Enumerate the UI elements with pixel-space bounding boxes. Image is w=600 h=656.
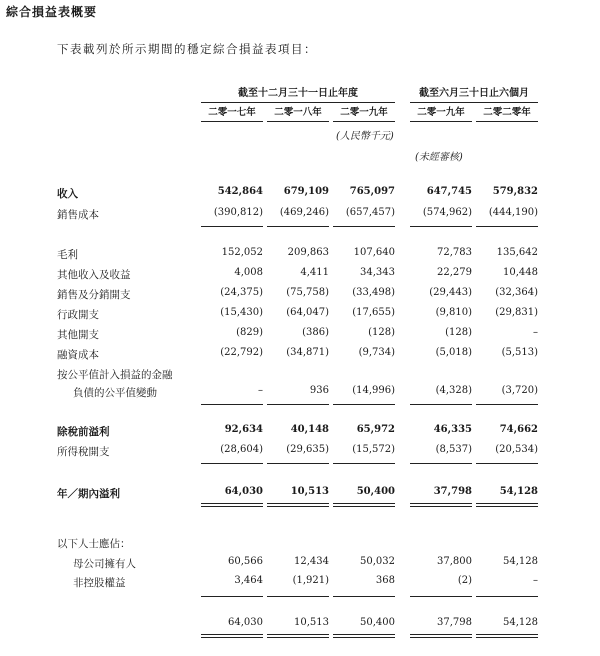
cell-profit-for-period-3: 37,798 <box>433 486 472 497</box>
cell-finance-costs-0: (22,792) <box>220 347 263 358</box>
cell-gross-profit-3: 72,783 <box>437 247 472 258</box>
cell-cost-of-sales-4: (444,190) <box>488 207 538 218</box>
subtotal-rule <box>476 634 538 638</box>
row-label-other-expenses: 其他開支 <box>57 329 99 341</box>
cell-other-income-3: 22,279 <box>437 267 472 278</box>
header-group-annual: 截至十二月三十一日止年度 <box>201 84 395 103</box>
cell-admin-expenses-3: (9,810) <box>435 307 472 318</box>
subtotal-rule <box>267 226 329 227</box>
cell-other-expenses-1: (386) <box>302 327 329 338</box>
cell-selling-expenses-2: (33,498) <box>352 287 395 298</box>
cell-owners-of-parent-0: 60,566 <box>228 556 263 567</box>
cell-finance-costs-1: (34,871) <box>286 347 329 358</box>
subtotal-rule <box>476 226 538 227</box>
subtotal-rule <box>201 463 263 464</box>
row-label-non-controlling: 非控股權益 <box>73 577 126 589</box>
cell-non-controlling-2: 368 <box>375 575 395 586</box>
row-label-selling-expenses: 銷售及分銷開支 <box>57 289 131 301</box>
cell-profit-for-period-0: 64,030 <box>224 486 263 497</box>
subtotal-rule <box>201 226 263 227</box>
year-header-2018: 二零一八年 <box>267 104 329 122</box>
cell-cost-of-sales-3: (574,962) <box>422 207 472 218</box>
cell-total-attributable-2: 50,400 <box>360 617 395 628</box>
subtotal-rule <box>333 634 395 638</box>
cell-other-expenses-4: – <box>533 327 538 338</box>
row-label-finance-costs: 融資成本 <box>57 349 99 361</box>
row-label-profit-for-period: 年／期內溢利 <box>57 488 120 500</box>
cell-owners-of-parent-2: 50,032 <box>360 556 395 567</box>
cell-profit-before-tax-4: 74,662 <box>499 424 538 435</box>
cell-fair-value-change-4: (3,720) <box>501 385 538 396</box>
cell-gross-profit-1: 209,863 <box>287 247 329 258</box>
subtotal-rule <box>476 503 538 507</box>
row-label-fair-value-change: 負債的公平值變動 <box>73 387 157 399</box>
subtotal-rule <box>267 503 329 507</box>
cell-non-controlling-1: (1,921) <box>292 575 329 586</box>
cell-income-tax-0: (28,604) <box>220 444 263 455</box>
cell-revenue-2: 765,097 <box>349 186 395 197</box>
subtotal-rule <box>333 463 395 464</box>
cell-other-income-1: 4,411 <box>300 267 329 278</box>
year-header-2020-interim: 二零二零年 <box>476 104 538 122</box>
subtotal-rule <box>333 596 395 597</box>
cell-cost-of-sales-1: (469,246) <box>279 207 329 218</box>
cell-non-controlling-0: 3,464 <box>234 575 263 586</box>
subtotal-rule <box>333 404 395 405</box>
unaudited-label: (未經審核) <box>415 152 463 163</box>
cell-admin-expenses-0: (15,430) <box>220 307 263 318</box>
cell-total-attributable-0: 64,030 <box>228 617 263 628</box>
row-label-cost-of-sales: 銷售成本 <box>57 209 99 221</box>
cell-total-attributable-3: 37,798 <box>437 617 472 628</box>
subtotal-rule <box>410 463 472 464</box>
cell-gross-profit-2: 107,640 <box>353 247 395 258</box>
subtotal-rule <box>410 503 472 507</box>
cell-other-expenses-0: (829) <box>236 327 263 338</box>
cell-fair-value-change-0: – <box>258 385 263 396</box>
cell-cost-of-sales-0: (390,812) <box>213 207 263 218</box>
cell-profit-before-tax-0: 92,634 <box>224 424 263 435</box>
cell-revenue-3: 647,745 <box>426 186 472 197</box>
subtotal-rule <box>201 404 263 405</box>
cell-fair-value-change-1: 936 <box>309 385 329 396</box>
subtotal-rule <box>267 596 329 597</box>
subtotal-rule <box>333 226 395 227</box>
subtotal-rule <box>476 463 538 464</box>
row-label-owners-of-parent: 母公司擁有人 <box>73 558 136 570</box>
cell-total-attributable-4: 54,128 <box>503 617 538 628</box>
cell-finance-costs-4: (5,513) <box>501 347 538 358</box>
unit-label: (人民幣千元) <box>336 131 394 142</box>
cell-fair-value-change-3: (4,328) <box>435 385 472 396</box>
cell-other-expenses-2: (128) <box>368 327 395 338</box>
cell-non-controlling-3: (2) <box>457 575 472 586</box>
cell-selling-expenses-0: (24,375) <box>220 287 263 298</box>
cell-gross-profit-4: 135,642 <box>496 247 538 258</box>
subtotal-rule <box>410 634 472 638</box>
cell-gross-profit-0: 152,052 <box>221 247 263 258</box>
cell-admin-expenses-1: (64,047) <box>286 307 329 318</box>
subtotal-rule <box>267 634 329 638</box>
subtotal-rule <box>201 596 263 597</box>
year-header-2019-interim: 二零一九年 <box>410 104 472 122</box>
cell-income-tax-1: (29,635) <box>286 444 329 455</box>
header-group-interim: 截至六月三十日止六個月 <box>410 84 538 103</box>
cell-other-income-2: 34,343 <box>360 267 395 278</box>
row-label-revenue: 收入 <box>57 188 78 200</box>
cell-profit-for-period-4: 54,128 <box>499 486 538 497</box>
row-label-fair-value-label-1: 按公平值計入損益的金融 <box>57 369 173 381</box>
subtotal-rule <box>267 404 329 405</box>
subtotal-rule <box>476 404 538 405</box>
subtotal-rule <box>476 596 538 597</box>
cell-selling-expenses-4: (32,364) <box>495 287 538 298</box>
cell-selling-expenses-3: (29,443) <box>429 287 472 298</box>
cell-revenue-4: 579,832 <box>492 186 538 197</box>
subtotal-rule <box>201 503 263 507</box>
cell-other-income-0: 4,008 <box>234 267 263 278</box>
cell-other-expenses-3: (128) <box>445 327 472 338</box>
cell-profit-for-period-2: 50,400 <box>356 486 395 497</box>
cell-income-tax-4: (20,534) <box>495 444 538 455</box>
cell-revenue-0: 542,864 <box>217 186 263 197</box>
row-label-income-tax: 所得稅開支 <box>57 446 110 458</box>
cell-owners-of-parent-1: 12,434 <box>294 556 329 567</box>
subtotal-rule <box>333 503 395 507</box>
year-header-2017: 二零一七年 <box>201 104 263 122</box>
row-label-attributable-to: 以下人士應佔： <box>57 538 131 550</box>
cell-admin-expenses-4: (29,831) <box>495 307 538 318</box>
cell-finance-costs-2: (9,734) <box>358 347 395 358</box>
intro-text: 下表載列於所示期間的穩定綜合損益表項目： <box>57 42 317 56</box>
cell-finance-costs-3: (5,018) <box>435 347 472 358</box>
cell-owners-of-parent-4: 54,128 <box>503 556 538 567</box>
row-label-gross-profit: 毛利 <box>57 249 78 261</box>
year-header-2019: 二零一九年 <box>333 104 395 122</box>
subtotal-rule <box>201 634 263 638</box>
cell-profit-before-tax-1: 40,148 <box>290 424 329 435</box>
cell-fair-value-change-2: (14,996) <box>352 385 395 396</box>
row-label-other-income: 其他收入及收益 <box>57 269 131 281</box>
cell-selling-expenses-1: (75,758) <box>286 287 329 298</box>
cell-revenue-1: 679,109 <box>283 186 329 197</box>
cell-income-tax-2: (15,572) <box>352 444 395 455</box>
subtotal-rule <box>267 463 329 464</box>
cell-owners-of-parent-3: 37,800 <box>437 556 472 567</box>
cell-non-controlling-4: – <box>533 575 538 586</box>
subtotal-rule <box>410 404 472 405</box>
subtotal-rule <box>410 596 472 597</box>
row-label-admin-expenses: 行政開支 <box>57 309 99 321</box>
cell-profit-before-tax-2: 65,972 <box>356 424 395 435</box>
row-label-profit-before-tax: 除稅前溢利 <box>57 426 110 438</box>
cell-cost-of-sales-2: (657,457) <box>345 207 395 218</box>
page-title: 綜合損益表概要 <box>6 5 98 19</box>
cell-income-tax-3: (8,537) <box>435 444 472 455</box>
cell-profit-before-tax-3: 46,335 <box>433 424 472 435</box>
cell-admin-expenses-2: (17,655) <box>352 307 395 318</box>
cell-other-income-4: 10,448 <box>503 267 538 278</box>
subtotal-rule <box>410 226 472 227</box>
cell-profit-for-period-1: 10,513 <box>290 486 329 497</box>
cell-total-attributable-1: 10,513 <box>294 617 329 628</box>
